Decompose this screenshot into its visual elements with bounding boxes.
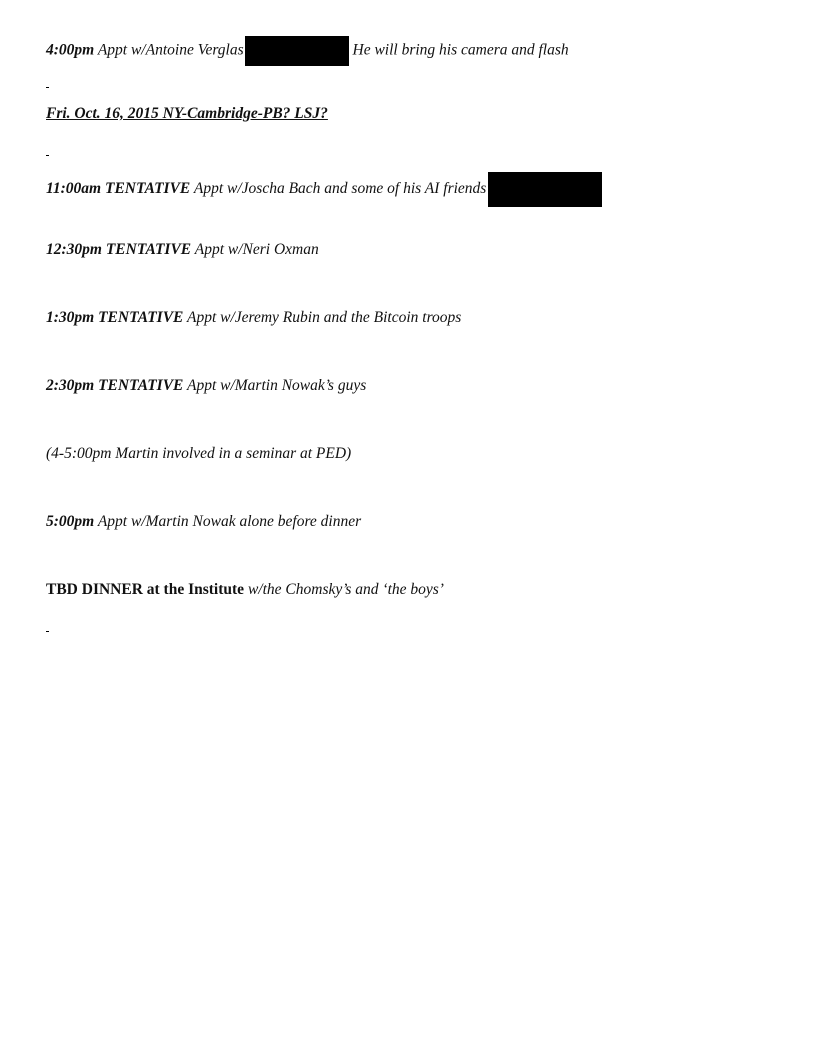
appointment-time: 2:30pm TENTATIVE bbox=[46, 377, 184, 394]
appointment-text: Appt w/Martin Nowak’s guys bbox=[183, 377, 367, 394]
appointment-text: Appt w/Joscha Bach and some of his AI friends bbox=[190, 180, 487, 198]
empty-line-marker bbox=[46, 631, 49, 632]
dinner-title: TBD DINNER at the Institute bbox=[46, 581, 245, 598]
appointment-line-11am bbox=[46, 172, 602, 207]
appointment-line-5pm bbox=[46, 512, 361, 532]
appointment-text: Appt w/Martin Nowak alone before dinner bbox=[94, 513, 362, 530]
appointment-line-230pm bbox=[46, 376, 366, 396]
appointment-text: Appt w/Antoine Verglas bbox=[94, 41, 244, 59]
dinner-line bbox=[46, 580, 444, 600]
appointment-text: Appt w/Jeremy Rubin and the Bitcoin troops bbox=[183, 309, 462, 326]
appointment-time: 12:30pm TENTATIVE bbox=[46, 241, 192, 258]
empty-line-marker bbox=[46, 155, 49, 156]
redaction-box bbox=[245, 36, 349, 66]
redaction-box bbox=[488, 172, 602, 207]
appointment-time: 4:00pm bbox=[46, 41, 95, 59]
empty-line-marker bbox=[46, 87, 49, 88]
seminar-note-line bbox=[46, 444, 351, 464]
appointment-line-1230pm bbox=[46, 240, 319, 260]
appointment-line-130pm bbox=[46, 308, 461, 328]
appointment-time: 11:00am TENTATIVE bbox=[46, 180, 191, 198]
date-heading-text: Fri. Oct. 16, 2015 NY-Cambridge-PB? LSJ? bbox=[46, 105, 328, 122]
dinner-text: w/the Chomsky’s and ‘the boys’ bbox=[244, 581, 444, 598]
date-heading bbox=[46, 104, 328, 124]
seminar-note-text: (4-5:00pm Martin involved in a seminar at PED) bbox=[46, 445, 352, 462]
appointment-text: Appt w/Neri Oxman bbox=[191, 241, 319, 258]
appointment-line-4pm bbox=[46, 36, 569, 66]
appointment-time: 5:00pm bbox=[46, 513, 95, 530]
appointment-note: He will bring his camera and flash bbox=[348, 41, 569, 59]
appointment-time: 1:30pm TENTATIVE bbox=[46, 309, 184, 326]
